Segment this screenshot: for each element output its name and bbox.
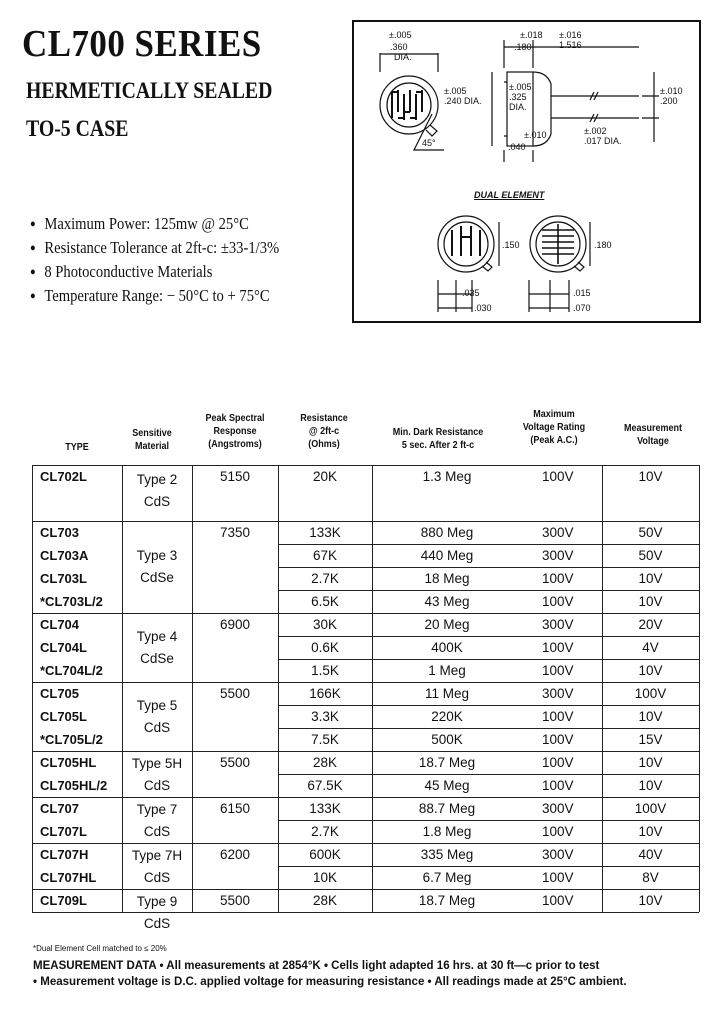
row-type: CL703A <box>40 548 89 563</box>
group-peak-response: 6200 <box>219 847 251 862</box>
row-voltage-rating: 100V <box>542 469 574 484</box>
header-voltage-rating: Maximum Voltage Rating (Peak A.C.) <box>522 409 586 446</box>
dim-label: .150 <box>502 240 520 250</box>
row-measurement-voltage: 10V <box>638 594 663 609</box>
feature-item: ● Resistance Tolerance at 2ft-c: ±33-1/3% <box>30 238 279 262</box>
row-dark-resistance: 1.3 Meg <box>422 469 472 484</box>
row-dark-resistance: 1 Meg <box>428 663 466 678</box>
row-measurement-voltage: 8V <box>642 870 659 885</box>
row-type: *CL703L/2 <box>40 594 103 609</box>
row-measurement-voltage: 10V <box>638 778 663 793</box>
row-type: CL705 <box>40 686 80 701</box>
dim-label: ±.005 .325 DIA. <box>509 82 532 112</box>
row-resistance: 28K <box>312 755 338 770</box>
row-resistance: 10K <box>312 870 338 885</box>
dim-label: .030 <box>474 303 492 313</box>
table-rule <box>32 465 33 912</box>
row-type: CL707H <box>40 847 89 862</box>
row-voltage-rating: 300V <box>542 847 574 862</box>
dim-label: .040 <box>508 142 526 152</box>
row-dark-resistance: 440 Meg <box>420 548 474 563</box>
table-rule <box>278 590 699 591</box>
row-measurement-voltage: 100V <box>634 686 667 701</box>
row-measurement-voltage: 10V <box>638 824 663 839</box>
row-dark-resistance: 43 Meg <box>424 594 470 609</box>
row-measurement-voltage: 10V <box>638 709 663 724</box>
dim-label: ±.016 1.516 <box>559 30 582 50</box>
dim-label: .180 <box>594 240 612 250</box>
table-rule <box>32 889 699 890</box>
table-rule <box>32 843 699 844</box>
row-resistance: 600K <box>309 847 341 862</box>
row-measurement-voltage: 50V <box>638 525 663 540</box>
row-measurement-voltage: 10V <box>638 663 663 678</box>
row-dark-resistance: 880 Meg <box>420 525 474 540</box>
row-resistance: 133K <box>309 801 341 816</box>
row-resistance: 67K <box>312 548 338 563</box>
feature-item: ● Temperature Range: − 50°C to + 75°C <box>30 286 279 310</box>
footnote-measurement: MEASUREMENT DATA • All measurements at 2854°K • Cells light adapted 16 hrs. at 30 ft—c prior to test <box>33 958 600 972</box>
row-voltage-rating: 300V <box>542 686 574 701</box>
group-peak-response: 7350 <box>219 525 251 540</box>
group-material: Type 7 CdS <box>136 802 178 839</box>
table-rule <box>32 521 699 522</box>
table-rule <box>32 912 699 913</box>
header-resistance: Resistance @ 2ft-c (Ohms) <box>300 413 348 450</box>
dim-label: ±.002 .017 DIA. <box>584 126 622 146</box>
row-measurement-voltage: 15V <box>638 732 663 747</box>
row-dark-resistance: 18.7 Meg <box>418 893 476 908</box>
row-dark-resistance: 45 Meg <box>424 778 470 793</box>
dim-label: ±.005 <box>389 30 412 40</box>
row-dark-resistance: 11 Meg <box>424 686 470 701</box>
row-dark-resistance: 500K <box>431 732 463 747</box>
header-material: Sensitive Material <box>132 428 172 452</box>
row-voltage-rating: 300V <box>542 525 574 540</box>
row-type: CL707HL <box>40 870 97 885</box>
row-voltage-rating: 100V <box>542 755 574 770</box>
row-type: CL705HL/2 <box>40 778 108 793</box>
row-measurement-voltage: 10V <box>638 755 663 770</box>
group-peak-response: 5500 <box>219 755 251 770</box>
row-type: CL704 <box>40 617 80 632</box>
header-dark-resistance: Min. Dark Resistance 5 sec. After 2 ft-c <box>392 427 484 451</box>
row-dark-resistance: 400K <box>431 640 463 655</box>
table-rule <box>278 774 699 775</box>
dim-label: .015 <box>573 288 591 298</box>
subtitle-hermetic: HERMETICALLY SEALED <box>26 78 273 103</box>
dim-label: ±.010 <box>524 130 547 140</box>
group-material: Type 5 CdS <box>136 697 178 735</box>
row-measurement-voltage: 50V <box>638 548 663 563</box>
group-material: Type 4 CdSe <box>136 628 178 666</box>
row-voltage-rating: 100V <box>542 732 574 747</box>
table-rule <box>278 659 699 660</box>
row-voltage-rating: 100V <box>542 594 574 609</box>
dim-label: ±.005 .240 DIA. <box>444 86 482 106</box>
dimension-drawing <box>352 20 701 323</box>
table-rule <box>32 797 699 798</box>
row-measurement-voltage: 40V <box>638 847 663 862</box>
row-dark-resistance: 335 Meg <box>420 847 474 862</box>
dim-label: .180 <box>514 42 532 52</box>
row-resistance: 30K <box>312 617 338 632</box>
dim-label: ±.010 .200 <box>660 86 683 106</box>
row-voltage-rating: 100V <box>542 778 574 793</box>
row-measurement-voltage: 20V <box>638 617 663 632</box>
row-type: CL707L <box>40 824 87 839</box>
row-measurement-voltage: 10V <box>638 571 663 586</box>
row-resistance: 2.7K <box>311 571 339 586</box>
group-peak-response: 6900 <box>219 617 251 632</box>
row-type: CL705L <box>40 709 87 724</box>
dim-label: .070 <box>573 303 591 313</box>
footnote-dual: *Dual Element Cell matched to ≤ 20% <box>33 944 167 953</box>
row-voltage-rating: 100V <box>542 709 574 724</box>
row-dark-resistance: 20 Meg <box>424 617 470 632</box>
row-voltage-rating: 100V <box>542 824 574 839</box>
row-resistance: 6.5K <box>311 594 339 609</box>
group-peak-response: 5500 <box>219 893 251 908</box>
row-voltage-rating: 300V <box>542 548 574 563</box>
row-measurement-voltage: 10V <box>638 469 663 484</box>
table-rule <box>32 613 699 614</box>
row-type: CL703L <box>40 571 87 586</box>
row-resistance: 166K <box>309 686 341 701</box>
table-rule <box>278 705 699 706</box>
row-resistance: 3.3K <box>311 709 339 724</box>
table-rule <box>699 465 700 912</box>
group-peak-response: 5500 <box>219 686 251 701</box>
table-rule <box>278 866 699 867</box>
row-type: *CL705L/2 <box>40 732 103 747</box>
row-dark-resistance: 18.7 Meg <box>418 755 476 770</box>
row-resistance: 1.5K <box>311 663 339 678</box>
specs-table <box>32 465 699 941</box>
group-material: Type 9 CdS <box>136 894 178 931</box>
group-material: Type 7H CdS <box>131 848 183 885</box>
header-type: TYPE <box>65 442 89 453</box>
row-resistance: 28K <box>312 893 338 908</box>
row-measurement-voltage: 100V <box>634 801 667 816</box>
row-dark-resistance: 6.7 Meg <box>422 870 472 885</box>
row-measurement-voltage: 10V <box>638 893 663 908</box>
group-material: Type 3 CdSe <box>136 548 178 585</box>
row-measurement-voltage: 4V <box>642 640 659 655</box>
row-resistance: 0.6K <box>311 640 339 655</box>
row-type: CL702L <box>40 469 87 484</box>
table-rule <box>32 751 699 752</box>
dual-element-label: DUAL ELEMENT <box>474 190 545 200</box>
feature-item: ● Maximum Power: 125mw @ 25°C <box>30 214 279 238</box>
table-rule <box>278 728 699 729</box>
row-resistance: 7.5K <box>311 732 339 747</box>
row-type: CL704L <box>40 640 87 655</box>
group-material: Type 2 CdS <box>136 472 178 509</box>
feature-list <box>30 214 320 310</box>
footnote-voltage: • Measurement voltage is D.C. applied voltage for measuring resistance • All readings made at 25°C ambient. <box>33 974 627 988</box>
group-peak-response: 5150 <box>219 469 251 484</box>
row-voltage-rating: 100V <box>542 893 574 908</box>
row-type: CL709L <box>40 893 87 908</box>
row-dark-resistance: 18 Meg <box>424 571 470 586</box>
dim-label: .035 <box>462 288 480 298</box>
row-type: CL707 <box>40 801 80 816</box>
row-dark-resistance: 88.7 Meg <box>418 801 476 816</box>
dim-label: 45° <box>422 138 436 148</box>
row-type: CL705HL <box>40 755 97 770</box>
row-resistance: 67.5K <box>307 778 343 793</box>
row-resistance: 133K <box>309 525 341 540</box>
group-peak-response: 6150 <box>219 801 251 816</box>
row-voltage-rating: 100V <box>542 663 574 678</box>
row-dark-resistance: 220K <box>431 709 463 724</box>
feature-item: ● 8 Photoconductive Materials <box>30 262 279 286</box>
header-measurement-voltage: Measurement Voltage <box>623 423 683 447</box>
table-rule <box>278 567 699 568</box>
row-resistance: 2.7K <box>311 824 339 839</box>
table-rule <box>32 682 699 683</box>
row-resistance: 20K <box>312 469 338 484</box>
dim-label: DIA. <box>394 52 412 62</box>
table-rule <box>278 636 699 637</box>
row-voltage-rating: 100V <box>542 870 574 885</box>
row-type: CL703 <box>40 525 80 540</box>
subtitle-case: TO-5 CASE <box>26 116 129 141</box>
row-dark-resistance: 1.8 Meg <box>422 824 472 839</box>
row-voltage-rating: 100V <box>542 571 574 586</box>
row-voltage-rating: 100V <box>542 640 574 655</box>
row-voltage-rating: 300V <box>542 617 574 632</box>
group-material: Type 5H CdS <box>131 756 183 793</box>
table-rule <box>278 544 699 545</box>
header-peak: Peak Spectral Response (Angstroms) <box>205 413 265 450</box>
dim-label: ±.018 <box>520 30 543 40</box>
row-type: *CL704L/2 <box>40 663 103 678</box>
page-title: CL700 SERIES <box>22 23 262 65</box>
package-outline-drawing <box>354 22 703 325</box>
table-rule <box>32 465 699 466</box>
dim-label: .360 <box>390 42 408 52</box>
row-voltage-rating: 300V <box>542 801 574 816</box>
table-rule <box>278 820 699 821</box>
